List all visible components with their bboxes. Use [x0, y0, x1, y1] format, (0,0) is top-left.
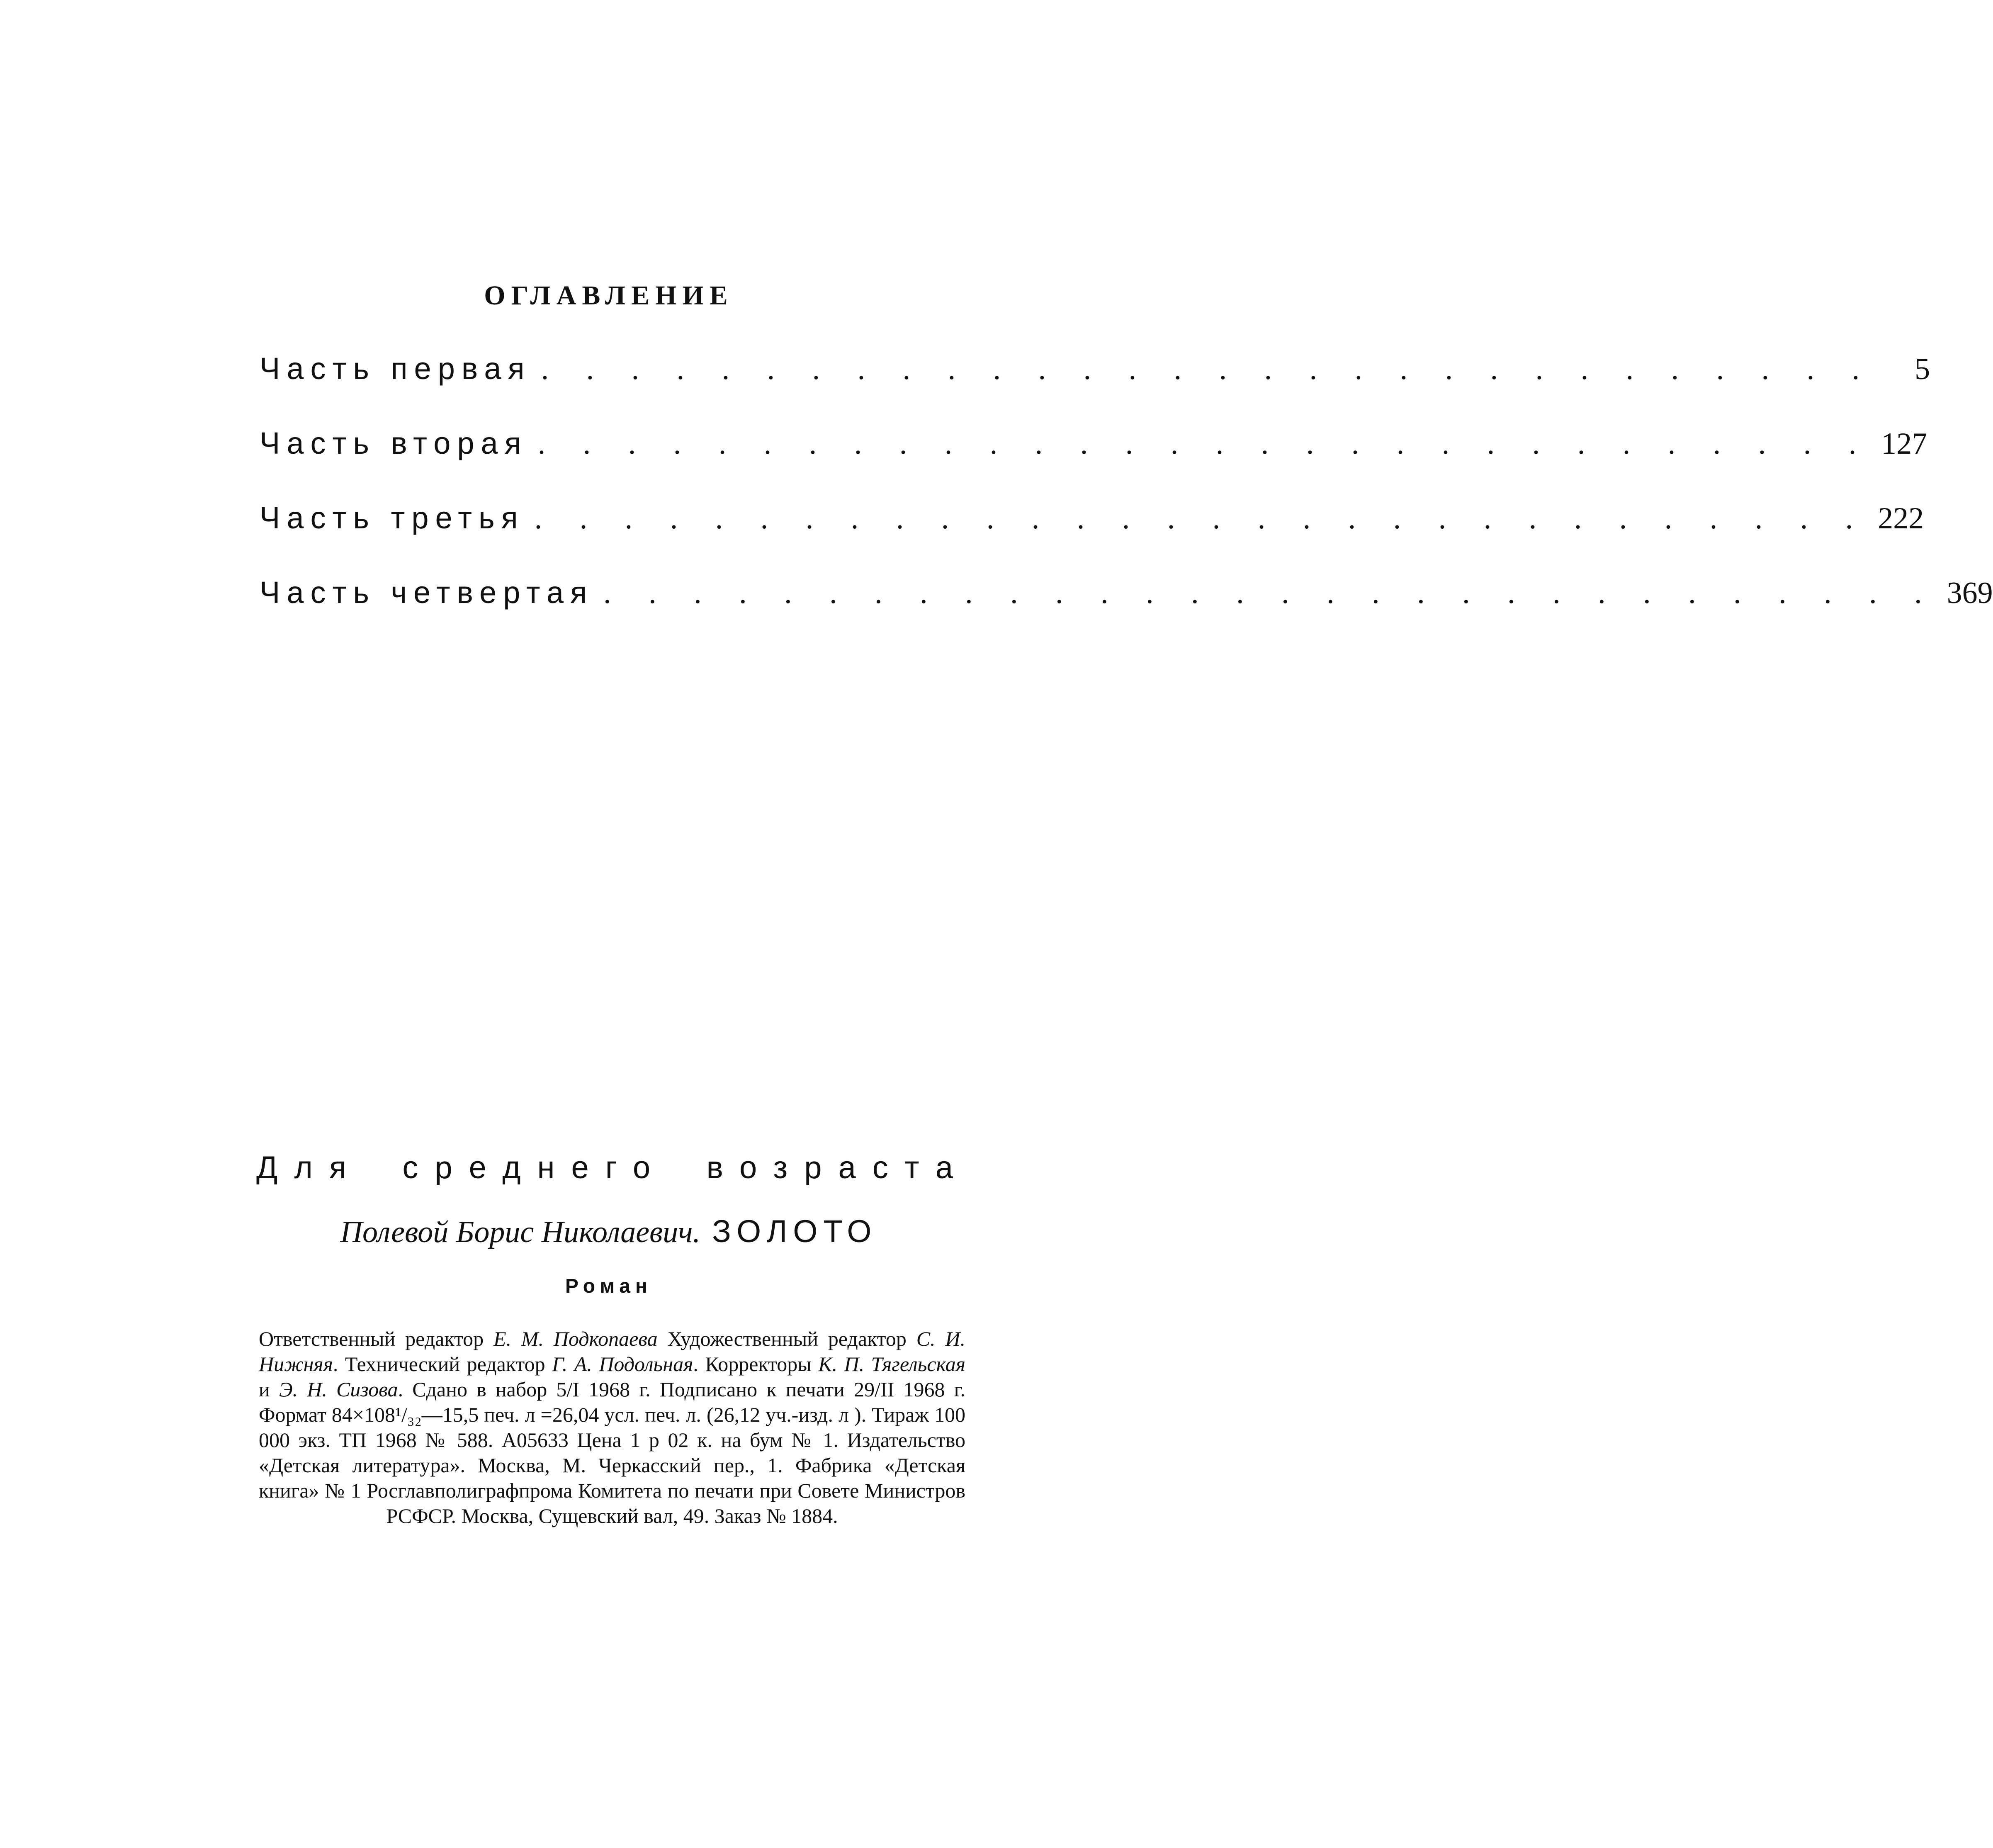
- toc-entry-page: 127: [1881, 427, 1927, 461]
- toc-entry-label: Часть вторая: [260, 426, 528, 460]
- corrector-name: К. П. Тягельская: [818, 1352, 965, 1376]
- audience-word: Для: [256, 1150, 363, 1185]
- toc-leader-dots: . . . . . . . . . . . . . . . . . . . . . . . . . . . . . .: [603, 576, 1937, 610]
- book-title: ЗОЛОТО: [712, 1214, 877, 1249]
- art-editor-name: С. И. Нижняя: [259, 1327, 965, 1376]
- colophon-text-part: Художественный редактор: [657, 1327, 916, 1350]
- audience-word: среднего: [402, 1150, 667, 1185]
- corrector-name: Э. Н. Сизова: [279, 1378, 398, 1401]
- toc-entry-page: 222: [1878, 501, 1924, 535]
- colophon-text-part: Ответственный редактор: [259, 1327, 494, 1350]
- toc-list: [260, 351, 1993, 652]
- toc-entry: [260, 501, 1924, 577]
- editor-name: Е. М. Подкопаева: [493, 1327, 658, 1350]
- toc-leader-dots: . . . . . . . . . . . . . . . . . . . . . . . . . . . . . .: [534, 501, 1868, 535]
- audience-word: возраста: [706, 1150, 970, 1185]
- toc-entry-page: 5: [1915, 352, 1930, 386]
- tech-editor-name: Г. А. Подольная: [552, 1352, 693, 1376]
- toc-entry-label: Часть первая: [260, 351, 531, 386]
- toc-entry-label: Часть четвертая: [260, 575, 594, 610]
- colophon-text: [259, 1326, 965, 1529]
- colophon-text-part: . Корректоры: [693, 1352, 819, 1376]
- colophon-text-part: . Технический редактор: [333, 1352, 552, 1376]
- audience-line: [256, 1152, 970, 1184]
- colophon-text-part: и: [259, 1378, 279, 1401]
- toc-leader-dots: . . . . . . . . . . . . . . . . . . . . . . . . . . . . . .: [541, 352, 1875, 386]
- toc-leader-dots: . . . . . . . . . . . . . . . . . . . . . . . . . . . . . .: [537, 427, 1871, 461]
- toc-entry-page: 369: [1947, 576, 1993, 610]
- toc-title: ОГЛАВЛЕНИЕ: [484, 280, 734, 311]
- genre-label: Роман: [565, 1275, 653, 1297]
- colophon-text-part: . Сдано в набор 5/I 1968 г. Подписано к печати 29/II 1968 г. Формат 84×108¹/₃₂—15,5 печ. л =26,04 усл. печ. л. (26,12 уч.-изд. л ). Тираж 100 000 экз. ТП 1968 № 588. А05633 Цена 1 р 02 к. на бум № 1. Издательство «Детская литература». Москва, М. Черкасский пер., 1. Фабрика «Детская книга» № 1 Росглавполиграфпрома Комитета по печати при Совете Министров РСФСР. Москва, Сущевский вал, 49. Заказ № 1884.: [259, 1378, 965, 1527]
- author-name: Полевой Борис Николаевич.: [340, 1215, 701, 1249]
- toc-entry-label: Часть третья: [260, 501, 525, 535]
- toc-entry: [260, 351, 1930, 428]
- toc-entry: [260, 426, 1927, 503]
- author-title-line: [0, 1216, 1218, 1247]
- toc-entry: [260, 575, 1993, 652]
